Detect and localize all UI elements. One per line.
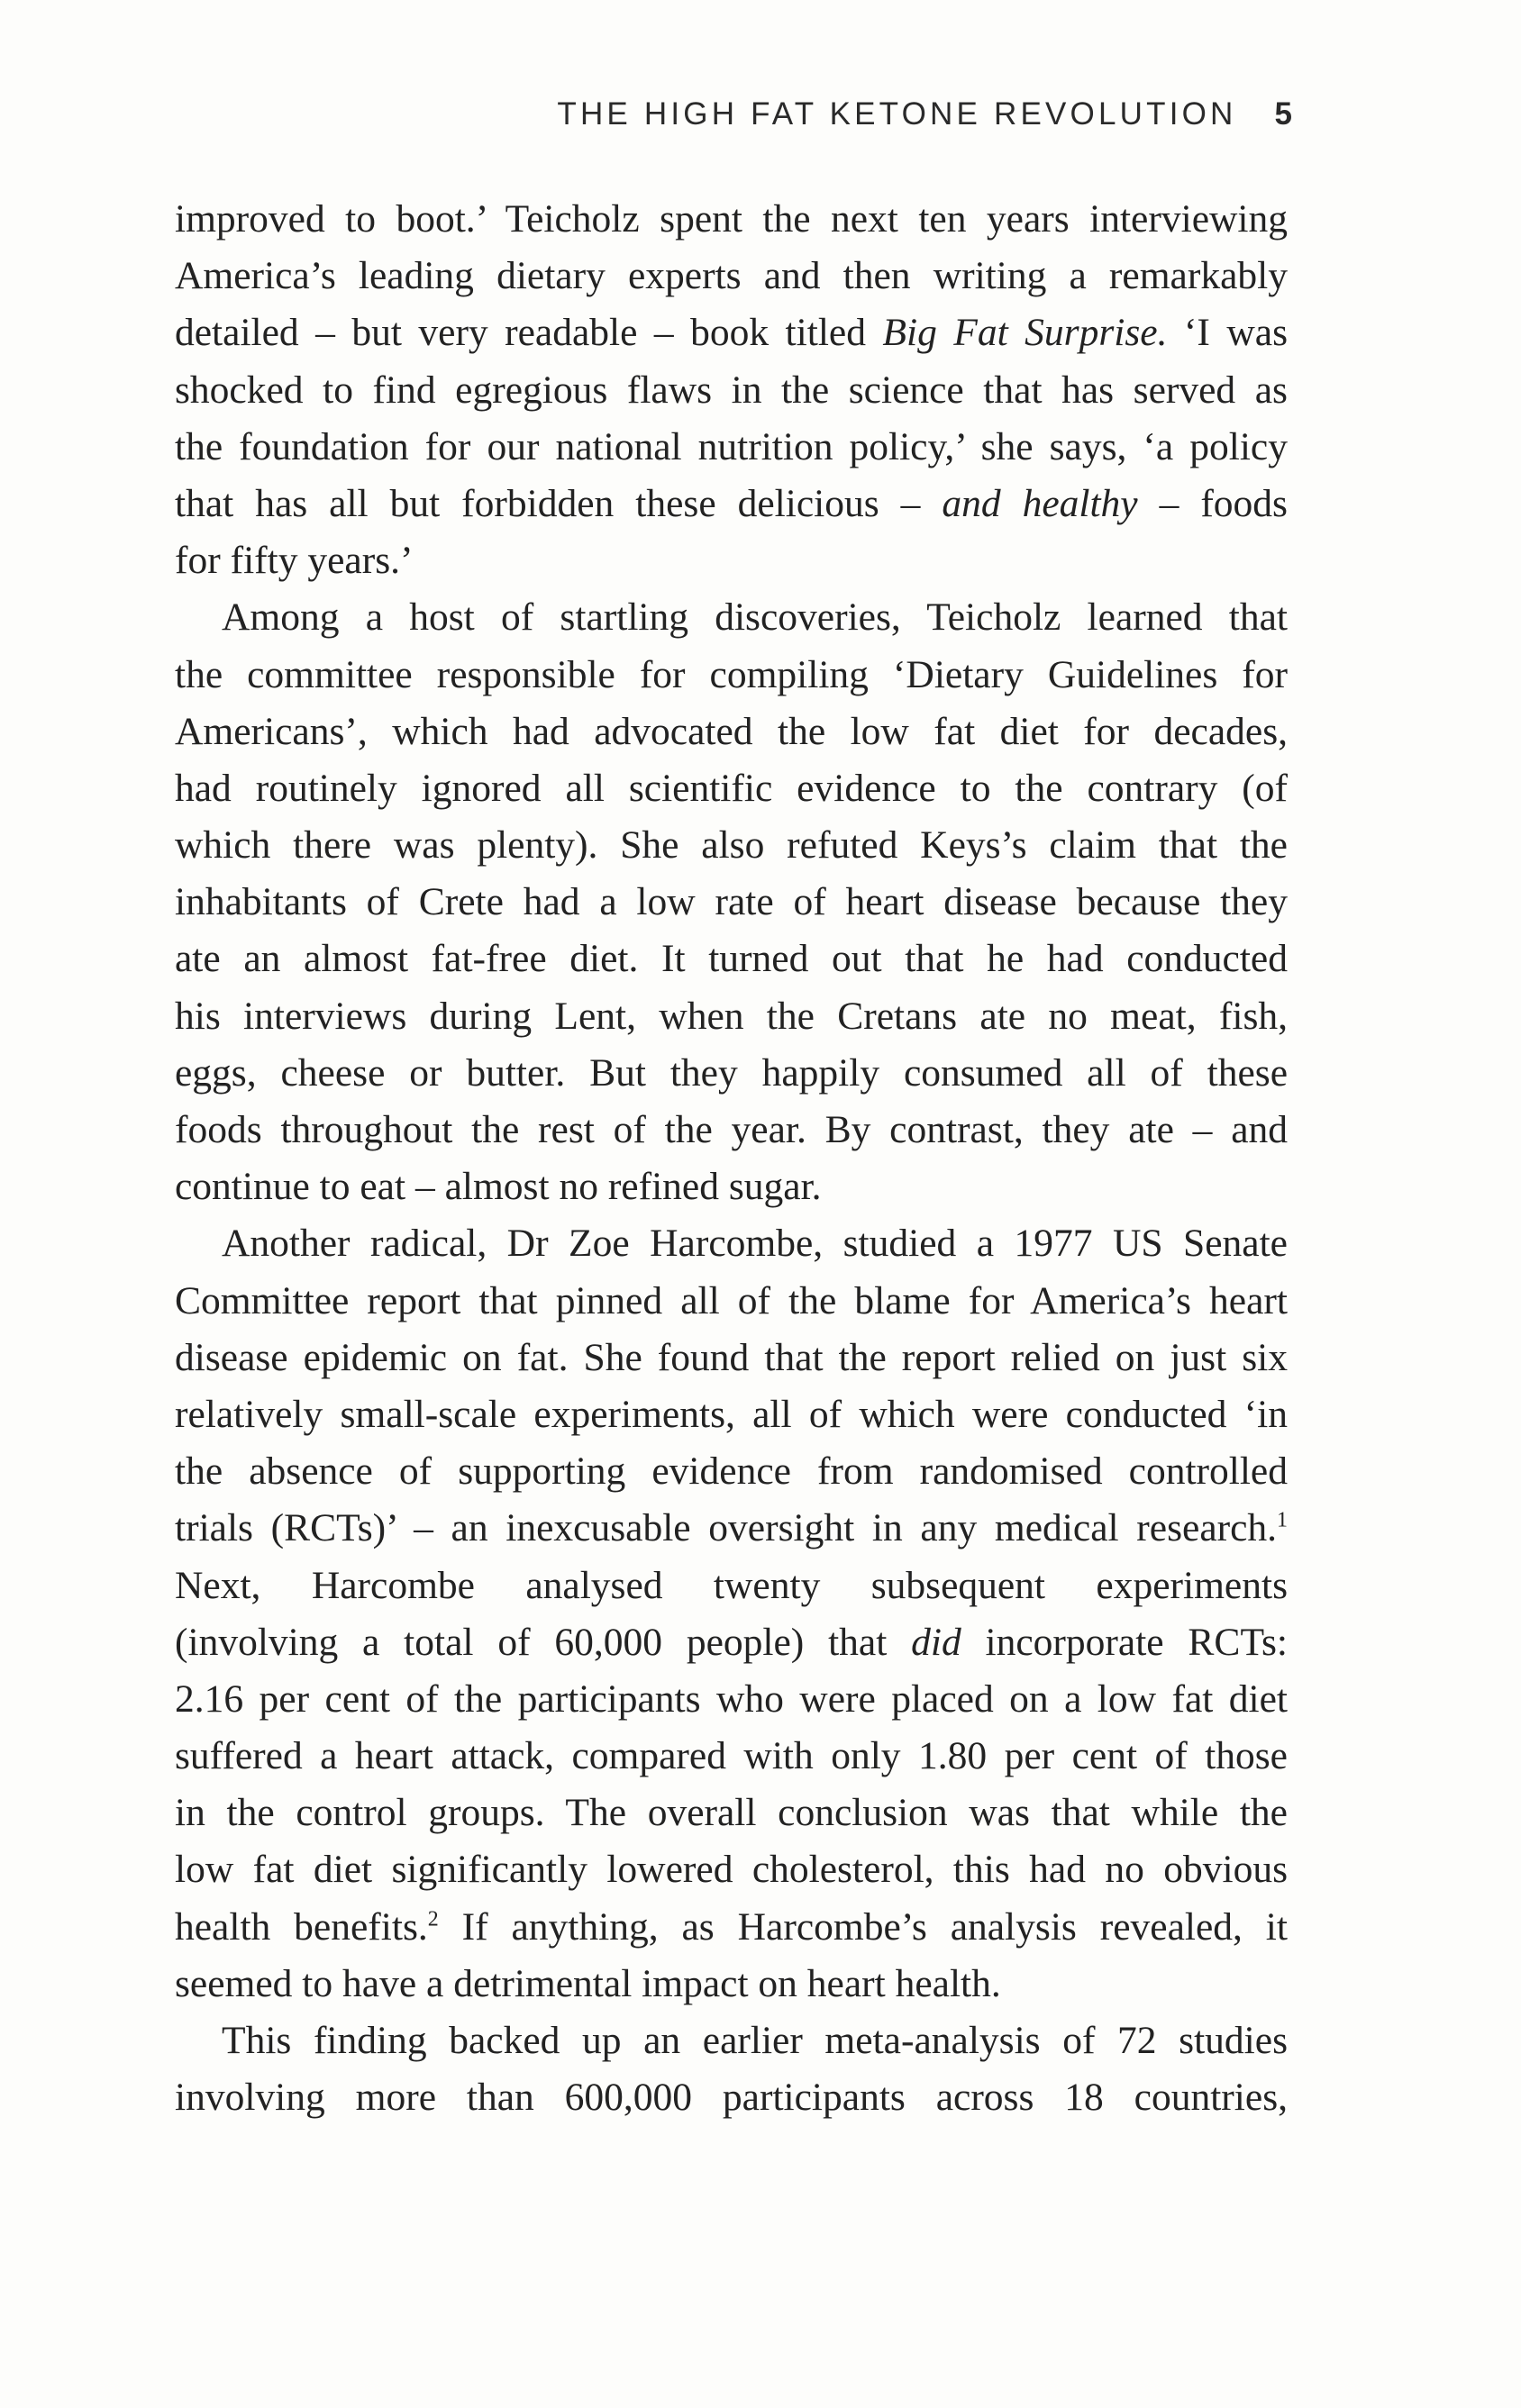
text-segment: health benefits.	[175, 1904, 428, 1949]
text-line	[175, 476, 1288, 532]
text-segment: – foods	[1137, 481, 1288, 525]
text-segment: incorporate RCTs:	[961, 1620, 1288, 1664]
text-line: Americans’, which had advocated the low fat diet for decades,	[175, 709, 1288, 753]
text-line: foods throughout the rest of the year. By contrast, they ate – and	[175, 1108, 1288, 1151]
text-line: This finding backed up an earlier meta-analysis of 72 studies	[222, 2019, 1288, 2062]
text-line	[175, 1500, 1288, 1557]
text-line: Committee report that pinned all of the blame for America’s heart	[175, 1278, 1288, 1322]
text-line: shocked to find egregious flaws in the science that has served as	[175, 368, 1288, 412]
text-line: inhabitants of Crete had a low rate of heart disease because they	[175, 880, 1288, 924]
page-number: 5	[1274, 96, 1292, 132]
text-line: for fifty years.’	[175, 539, 414, 583]
text-line: 2.16 per cent of the participants who were placed on a low fat diet	[175, 1677, 1288, 1721]
text-segment: detailed – but very readable – book titled	[175, 311, 883, 355]
paragraph-3	[175, 1215, 1288, 2013]
text-line: improved to boot.’ Teicholz spent the next ten years interviewing	[175, 197, 1288, 241]
text-line: relatively small-scale experiments, all of which were conducted ‘in	[175, 1392, 1288, 1436]
text-line: his interviews during Lent, when the Cretans ate no meat, fish,	[175, 994, 1288, 1038]
running-header	[483, 92, 1292, 137]
text-line: in the control groups. The overall conclusion was that while the	[175, 1791, 1288, 1835]
text-line: suffered a heart attack, compared with only 1.80 per cent of those	[175, 1734, 1288, 1778]
emphasis: did	[911, 1620, 961, 1664]
text-line: the foundation for our national nutrition policy,’ she says, ‘a policy	[175, 424, 1288, 468]
paragraph-2	[175, 589, 1288, 1215]
text-line: ate an almost fat-free diet. It turned out that he had conducted	[175, 937, 1288, 981]
text-line	[175, 304, 1288, 361]
text-line: Another radical, Dr Zoe Harcombe, studied a 1977 US Senate	[222, 1222, 1288, 1266]
footnote-marker-1: 1	[1277, 1508, 1288, 1532]
text-segment: that has all but forbidden these delicious –	[175, 481, 943, 525]
text-line: America’s leading dietary experts and then writing a remarkably	[175, 254, 1288, 298]
paragraph-4	[175, 2013, 1288, 2126]
running-title: THE HIGH FAT KETONE REVOLUTION	[557, 96, 1237, 132]
text-line	[175, 1614, 1288, 1671]
text-line: continue to eat – almost no refined sugar.	[175, 1165, 822, 1209]
text-segment: ‘I was	[1167, 311, 1288, 355]
text-line: Among a host of startling discoveries, Teicholz learned that	[222, 595, 1288, 640]
paragraph-1	[175, 191, 1288, 589]
text-segment: (involving a total of 60,000 people) that	[175, 1620, 912, 1664]
emphasis: and healthy	[942, 481, 1138, 525]
text-line: Next, Harcombe analysed twenty subsequent experiments	[175, 1563, 1288, 1607]
body-text	[175, 191, 1288, 2126]
text-line: the absence of supporting evidence from randomised controlled	[175, 1449, 1288, 1494]
text-line: low fat diet significantly lowered cholesterol, this had no obvious	[175, 1848, 1288, 1892]
text-segment: If anything, as Harcombe’s analysis revealed, it	[438, 1904, 1288, 1949]
text-line: had routinely ignored all scientific evidence to the contrary (of	[175, 766, 1288, 810]
footnote-marker-2: 2	[427, 1907, 439, 1931]
text-line: which there was plenty). She also refuted Keys’s claim that the	[175, 823, 1288, 868]
text-line: seemed to have a detrimental impact on heart health.	[175, 1961, 1001, 2005]
text-line: disease epidemic on fat. She found that the report relied on just six	[175, 1335, 1288, 1379]
text-line: eggs, cheese or butter. But they happily consumed all of these	[175, 1050, 1288, 1095]
text-line: involving more than 600,000 participants across 18 countries,	[175, 2076, 1288, 2120]
text-line	[175, 1899, 1288, 1956]
text-line: the committee responsible for compiling ‘Dietary Guidelines for	[175, 652, 1288, 696]
text-segment: trials (RCTs)’ – an inexcusable oversight in any medical research.	[175, 1506, 1278, 1550]
book-title: Big Fat Surprise.	[882, 311, 1168, 355]
